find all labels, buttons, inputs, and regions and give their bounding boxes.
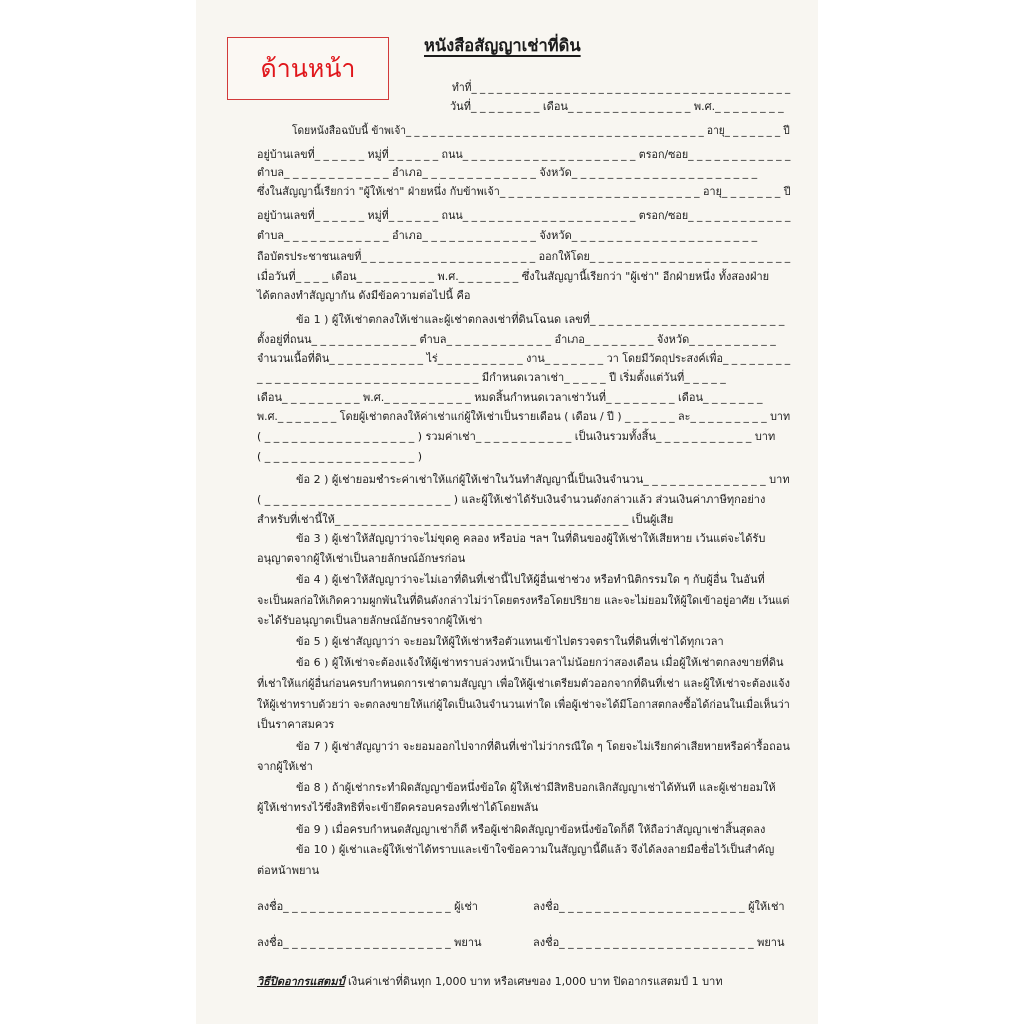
form-line: ข้อ 2 ) ผู้เช่ายอมชำระค่าเช่าให้แก่ผู้ให้เช่าในวันทำสัญญานี้เป็นเงินจำนวน_ _ _ _ _ _ _ _ _ _ _ _ _ _ บาท: [296, 473, 790, 486]
form-line: ข้อ 5 ) ผู้เช่าสัญญาว่า จะยอมให้ผู้ให้เช่าหรือตัวแทนเข้าไปตรวจตราในที่ดินที่เช่าได้ทุกเวลา: [296, 635, 724, 648]
form-line: อยู่บ้านเลขที่_ _ _ _ _ _ หมู่ที่_ _ _ _ _ _ ถนน_ _ _ _ _ _ _ _ _ _ _ _ _ _ _ _ _ _ _ _ ตรอก/ซอย_ _ _ _ _ _ _ _ _ _ _ _: [257, 148, 791, 161]
front-side-badge: ด้านหน้า: [227, 37, 389, 100]
form-line: ข้อ 10 ) ผู้เช่าและผู้ให้เช่าได้ทราบและเข้าใจข้อความในสัญญานี้ดีแล้ว จึงได้ลงลายมือชื่อไว้เป็นสำคัญ: [296, 843, 775, 856]
form-line: วันที่_ _ _ _ _ _ _ _ เดือน_ _ _ _ _ _ _ _ _ _ _ _ _ _ พ.ศ._ _ _ _ _ _ _ _: [450, 100, 784, 113]
form-line: ลงชื่อ_ _ _ _ _ _ _ _ _ _ _ _ _ _ _ _ _ _ _ พยาน: [257, 936, 482, 949]
form-line: ลงชื่อ_ _ _ _ _ _ _ _ _ _ _ _ _ _ _ _ _ _ _ ผู้เช่า: [257, 900, 478, 913]
form-line: ถือบัตรประชาชนเลขที่_ _ _ _ _ _ _ _ _ _ _ _ _ _ _ _ _ _ _ _ ออกให้โดย_ _ _ _ _ _ _ _ _ _ _ _ _ _ _ _ _ _ _ _ _ _ _: [257, 250, 791, 263]
form-line: ลงชื่อ_ _ _ _ _ _ _ _ _ _ _ _ _ _ _ _ _ _ _ _ _ _ พยาน: [533, 936, 785, 949]
form-line: ให้ผู้เช่าทราบด้วยว่า จะตกลงขายให้แก่ผู้ใดเป็นเงินจำนวนเท่าใด เพื่อผู้เช่าจะได้มีโอกาสตกลงซื้อได้ก่อนในเมื่อเห็นว่า: [257, 698, 790, 711]
document-title: หนังสือสัญญาเช่าที่ดิน: [424, 36, 581, 55]
form-line: โดยหนังสือฉบับนี้ ข้าพเจ้า_ _ _ _ _ _ _ _ _ _ _ _ _ _ _ _ _ _ _ _ _ _ _ _ _ _ _ _ _ _ _ _ _ _ _ _ อายุ_ _ _ _ _ _ _ ปี: [292, 124, 790, 137]
stamp-duty-label: วิธีปิดอากรแสตมป์: [257, 975, 345, 988]
form-line: ข้อ 3 ) ผู้เช่าให้สัญญาว่าจะไม่ขุดคู คลอง หรือบ่อ ฯลฯ ในที่ดินของผู้ให้เช่าให้เสียหาย เว้นแต่จะได้รับ: [296, 532, 766, 545]
form-line: _ _ _ _ _ _ _ _ _ _ _ _ _ _ _ _ _ _ _ _ _ _ _ _ _ มีกำหนดเวลาเช่า_ _ _ _ _ ปี เริ่มตั้งแต่วันที่_ _ _ _ _: [257, 371, 726, 384]
form-line: อนุญาตจากผู้ให้เช่าเป็นลายลักษณ์อักษรก่อน: [257, 552, 466, 565]
form-line: อยู่บ้านเลขที่_ _ _ _ _ _ หมู่ที่_ _ _ _ _ _ ถนน_ _ _ _ _ _ _ _ _ _ _ _ _ _ _ _ _ _ _ _ ตรอก/ซอย_ _ _ _ _ _ _ _ _ _ _ _: [257, 209, 791, 222]
form-line: ตำบล_ _ _ _ _ _ _ _ _ _ _ _ อำเภอ_ _ _ _ _ _ _ _ _ _ _ _ _ จังหวัด_ _ _ _ _ _ _ _ _ _ _ _ _ _ _ _ _ _ _ _ _: [257, 166, 758, 179]
form-line: ตำบล_ _ _ _ _ _ _ _ _ _ _ _ อำเภอ_ _ _ _ _ _ _ _ _ _ _ _ _ จังหวัด_ _ _ _ _ _ _ _ _ _ _ _ _ _ _ _ _ _ _ _ _: [257, 229, 758, 242]
form-line: ข้อ 7 ) ผู้เช่าสัญญาว่า จะยอมออกไปจากที่ดินที่เช่าไม่ว่ากรณีใด ๆ โดยจะไม่เรียกค่าเสียหายหรือค่ารื้อถอน: [296, 740, 790, 753]
form-line: ( _ _ _ _ _ _ _ _ _ _ _ _ _ _ _ _ _ ) รวมค่าเช่า_ _ _ _ _ _ _ _ _ _ _ เป็นเงินรวมทั้งสิ้น_ _ _ _ _ _ _ _ _ _ _ บาท: [257, 430, 776, 443]
form-line: เป็นราคาสมควร: [257, 718, 335, 731]
form-line: พ.ศ._ _ _ _ _ _ _ โดยผู้เช่าตกลงให้ค่าเช่าแก่ผู้ให้เช่าเป็นรายเดือน ( เดือน / ปี ) _ _ _ _ _ _ ละ_ _ _ _ _ _ _ _ _ บาท: [257, 410, 791, 423]
form-line: จากผู้ให้เช่า: [257, 760, 313, 773]
form-line: ทำที่_ _ _ _ _ _ _ _ _ _ _ _ _ _ _ _ _ _ _ _ _ _ _ _ _ _ _ _ _ _ _ _ _ _ _ _ _ _: [452, 81, 791, 94]
form-line: จะได้รับอนุญาตเป็นลายลักษณ์อักษรจากผู้ให้เช่า: [257, 614, 483, 627]
form-line: ตั้งอยู่ที่ถนน_ _ _ _ _ _ _ _ _ _ _ _ ตำบล_ _ _ _ _ _ _ _ _ _ _ _ อำเภอ_ _ _ _ _ _ _ _ จังหวัด_ _ _ _ _ _ _ _ _ _: [257, 333, 776, 346]
form-line: ข้อ 1 ) ผู้ให้เช่าตกลงให้เช่าและผู้เช่าตกลงเช่าที่ดินโฉนด เลขที่_ _ _ _ _ _ _ _ _ _ _ _ _ _ _ _ _ _ _ _ _ _: [296, 313, 785, 326]
form-line: ผู้ให้เช่าทรงไว้ซึ่งสิทธิที่จะเข้ายึดครอบครองที่เช่าได้โดยพลัน: [257, 801, 539, 814]
form-line: ( _ _ _ _ _ _ _ _ _ _ _ _ _ _ _ _ _ ): [257, 450, 423, 463]
stamp-duty-note: [257, 975, 723, 989]
form-line: ( _ _ _ _ _ _ _ _ _ _ _ _ _ _ _ _ _ _ _ _ _ ) และผู้ให้เช่าได้รับเงินจำนวนดังกล่าวแล้ว ส่วนเงินค่าภาษีทุกอย่าง: [257, 493, 766, 506]
form-line: ต่อหน้าพยาน: [257, 864, 320, 877]
form-line: ข้อ 9 ) เมื่อครบกำหนดสัญญาเช่าก็ดี หรือผู้เช่าผิดสัญญาข้อหนึ่งข้อใดก็ดี ให้ถือว่าสัญญาเช่าสิ้นสุดลง: [296, 823, 766, 836]
form-line: ซึ่งในสัญญานี้เรียกว่า "ผู้ให้เช่า" ฝ่ายหนึ่ง กับข้าพเจ้า_ _ _ _ _ _ _ _ _ _ _ _ _ _ _ _ _ _ _ _ _ _ _ อายุ_ _ _ _ _ _ _ ปี: [257, 185, 791, 198]
form-line: ที่เช่าให้แก่ผู้อื่นก่อนครบกำหนดการเช่าตามสัญญา เพื่อให้ผู้เช่าเตรียมตัวออกจากที่ดินที่เช่า และผู้ให้เช่าจะต้องแจ้ง: [257, 677, 790, 690]
form-line: เดือน_ _ _ _ _ _ _ _ _ พ.ศ._ _ _ _ _ _ _ _ _ _ หมดสิ้นกำหนดเวลาเช่าวันที่_ _ _ _ _ _ _ _ เดือน_ _ _ _ _ _ _: [257, 391, 763, 404]
form-line: สำหรับที่เช่านี้ให้_ _ _ _ _ _ _ _ _ _ _ _ _ _ _ _ _ _ _ _ _ _ _ _ _ _ _ _ _ _ _ _ _ เป็นผู้เสีย: [257, 513, 674, 526]
form-line: ลงชื่อ_ _ _ _ _ _ _ _ _ _ _ _ _ _ _ _ _ _ _ _ _ ผู้ให้เช่า: [533, 900, 785, 913]
form-line: เมื่อวันที่_ _ _ _ เดือน_ _ _ _ _ _ _ _ _ พ.ศ._ _ _ _ _ _ _ ซึ่งในสัญญานี้เรียกว่า "ผู้เช่า" อีกฝ่ายหนึ่ง ทั้งสองฝ่าย: [257, 270, 770, 283]
form-line: ได้ตกลงทำสัญญากัน ดังมีข้อความต่อไปนี้ คือ: [257, 289, 471, 302]
form-line: ข้อ 4 ) ผู้เช่าให้สัญญาว่าจะไม่เอาที่ดินที่เช่านี้ไปให้ผู้อื่นเช่าช่วง หรือทำนิติกรรมใด ๆ กับผู้อื่น ในอันที่: [296, 573, 765, 586]
form-line: จำนวนเนื้อที่ดิน_ _ _ _ _ _ _ _ _ _ _ ไร่_ _ _ _ _ _ _ _ _ _ งาน_ _ _ _ _ _ _ วา โดยมีวัตถุประสงค์เพื่อ_ _ _ _ _ _ _ _: [257, 352, 791, 365]
form-line: ข้อ 8 ) ถ้าผู้เช่ากระทำผิดสัญญาข้อหนึ่งข้อใด ผู้ให้เช่ามีสิทธิบอกเลิกสัญญาเช่าได้ทันที และผู้เช่ายอมให้: [296, 781, 776, 794]
form-line: ข้อ 6 ) ผู้ให้เช่าจะต้องแจ้งให้ผู้เช่าทราบล่วงหน้าเป็นเวลาไม่น้อยกว่าสองเดือน เมื่อผู้ให้เช่าตกลงขายที่ดิน: [296, 656, 784, 669]
stamp-duty-text: เงินค่าเช่าที่ดินทุก 1,000 บาท หรือเศษของ 1,000 บาท ปิดอากรแสตมป์ 1 บาท: [344, 975, 723, 988]
form-line: จะเป็นผลก่อให้เกิดความผูกพันในที่ดินดังกล่าวไม่ว่าโดยตรงหรือโดยปริยาย และจะไม่ยอมให้ผู้ใดเข้าอยู่อาศัย เว้นแต่: [257, 594, 790, 607]
